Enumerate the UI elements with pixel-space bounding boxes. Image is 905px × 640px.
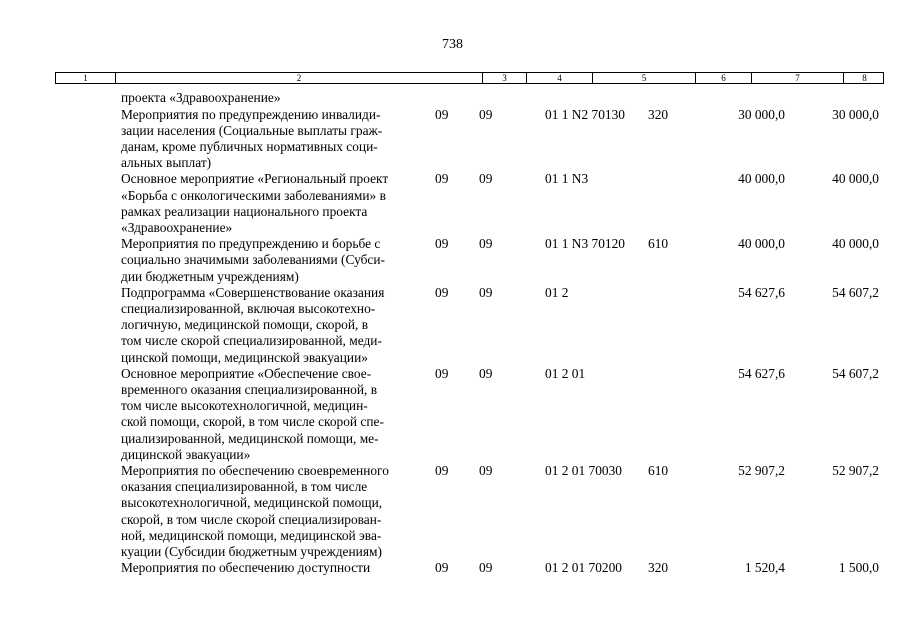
cell-c6: 610: [648, 236, 669, 252]
row-description: [121, 560, 426, 576]
row-description: [121, 463, 426, 560]
cell-c4: 09: [479, 236, 493, 252]
header-col-2: 2: [116, 73, 483, 83]
description-line: альных выплат): [121, 155, 212, 171]
cell-c4: 09: [479, 462, 493, 478]
header-col-1: 1: [56, 73, 116, 83]
cell-c8: 54 607,2: [832, 284, 879, 300]
cell-c7: 40 000,0: [738, 171, 785, 187]
cell-c5: 01 2 01: [545, 365, 586, 381]
cell-c3: 09: [435, 106, 449, 122]
cell-c8: 54 607,2: [832, 365, 879, 381]
description-line: дии бюджетным учреждениям): [121, 268, 299, 284]
cell-c8: 40 000,0: [832, 171, 879, 187]
cell-c3: 09: [435, 284, 449, 300]
header-col-5: 5: [593, 73, 696, 83]
description-line: том числе скорой специализированной, меди-: [121, 333, 382, 349]
description-line: цинской помощи, медицинской эвакуации»: [121, 349, 368, 365]
cell-c5: 01 1 N3: [545, 171, 589, 187]
description-line: Мероприятия по предупреждению и борьбе с: [121, 236, 381, 252]
cell-c7: 30 000,0: [738, 106, 785, 122]
header-col-3: 3: [483, 73, 527, 83]
cell-c4: 09: [479, 106, 493, 122]
row-description: [121, 236, 426, 285]
cell-c4: 09: [479, 560, 493, 576]
cell-c5: 01 1 N2 70130: [545, 106, 625, 122]
header-col-4: 4: [527, 73, 593, 83]
description-line: Основное мероприятие «Региональный проект: [121, 171, 389, 187]
cell-c4: 09: [479, 171, 493, 187]
description-line: рамках реализации национального проекта: [121, 203, 368, 219]
row-description: [121, 171, 426, 236]
continuation-text: проекта «Здравоохранение»: [121, 90, 281, 105]
cell-c3: 09: [435, 365, 449, 381]
description-line: «Борьба с онкологическими заболеваниями» в: [121, 187, 386, 203]
description-line: зации населения (Социальные выплаты граж-: [121, 122, 383, 138]
page-number: 738: [442, 37, 463, 52]
cell-c7: 1 520,4: [744, 560, 785, 576]
description-line: ской помощи, скорой, в том числе скорой спе-: [121, 414, 384, 430]
cell-c8: 1 500,0: [838, 560, 879, 576]
description-line: Основное мероприятие «Обеспечение свое-: [121, 365, 372, 381]
cell-c3: 09: [435, 560, 449, 576]
table-header: [55, 72, 884, 84]
cell-c6: 320: [648, 560, 669, 576]
description-line: специализированной, включая высокотехно-: [121, 300, 376, 316]
description-line: дицинской эвакуации»: [121, 446, 251, 462]
description-line: данам, кроме публичных нормативных соци-: [121, 138, 378, 154]
description-line: Мероприятия по предупреждению инвалиди-: [121, 106, 381, 122]
header-col-7: 7: [752, 73, 844, 83]
description-line: Мероприятия по обеспечению доступности: [121, 560, 371, 576]
description-line: куации (Субсидии бюджетным учреждениям): [121, 543, 382, 559]
cell-c4: 09: [479, 365, 493, 381]
description-line: социально значимыми заболеваниями (Субси-: [121, 252, 385, 268]
description-line: ной, медицинской помощи, медицинской эва-: [121, 527, 382, 543]
description-line: логичную, медицинской помощи, скорой, в: [121, 317, 369, 333]
description-line: «Здравоохранение»: [121, 219, 233, 235]
cell-c7: 54 627,6: [738, 365, 785, 381]
description-line: высокотехнологичной, медицинской помощи,: [121, 495, 383, 511]
description-line: временного оказания специализированной, в: [121, 381, 378, 397]
header-col-8: 8: [862, 73, 867, 83]
description-line: оказания специализированной, в том числе: [121, 479, 368, 495]
header-col-6: 6: [696, 73, 752, 83]
cell-c7: 40 000,0: [738, 236, 785, 252]
description-line: Мероприятия по обеспечению своевременного: [121, 462, 389, 478]
cell-c8: 52 907,2: [832, 462, 879, 478]
cell-c6: 320: [648, 106, 669, 122]
description-line: Подпрограмма «Совершенствование оказания: [121, 284, 385, 300]
row-description: [121, 366, 426, 463]
cell-c5: 01 1 N3 70120: [545, 236, 625, 252]
description-line: циализированной, медицинской помощи, ме-: [121, 430, 379, 446]
cell-c7: 52 907,2: [738, 462, 785, 478]
cell-c8: 30 000,0: [832, 106, 879, 122]
cell-c8: 40 000,0: [832, 236, 879, 252]
cell-c6: 610: [648, 462, 669, 478]
cell-c3: 09: [435, 236, 449, 252]
row-description: [121, 285, 426, 366]
cell-c3: 09: [435, 171, 449, 187]
cell-c5: 01 2: [545, 284, 569, 300]
row-description: [121, 107, 426, 172]
description-line: скорой, в том числе скорой специализирован-: [121, 511, 382, 527]
cell-c3: 09: [435, 462, 449, 478]
cell-c4: 09: [479, 284, 493, 300]
cell-c7: 54 627,6: [738, 284, 785, 300]
cell-c5: 01 2 01 70200: [545, 560, 622, 576]
cell-c5: 01 2 01 70030: [545, 462, 622, 478]
description-line: том числе высокотехнологичной, медицин-: [121, 398, 368, 414]
